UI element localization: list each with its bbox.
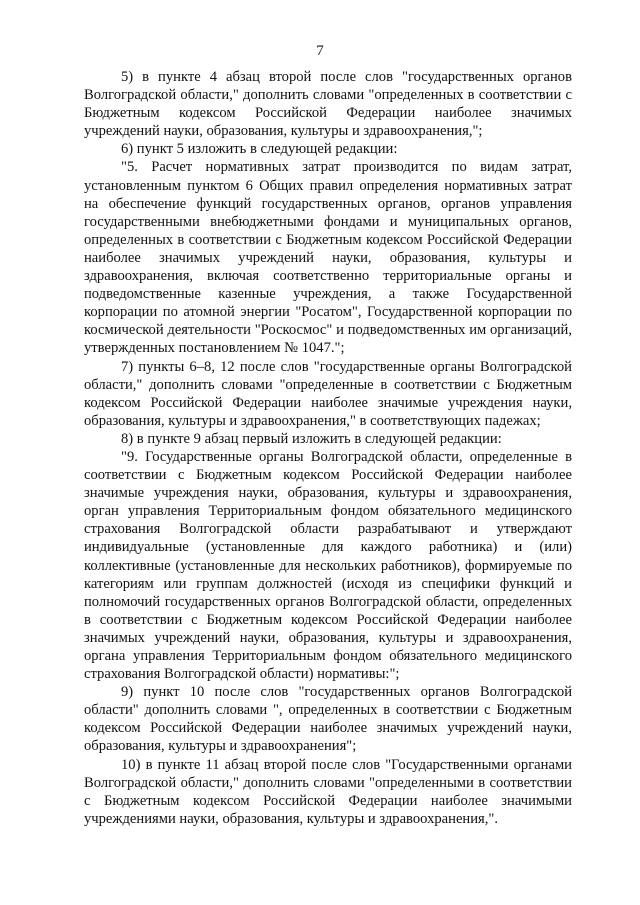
document-body (84, 68, 572, 828)
paragraph-item-5: 5) в пункте 4 абзац второй после слов "государственных органов Волгоградской области," дополнить словами "определенных в соответствии с Бюджетным кодексом Российской Федерации наиболее значимых учреждений науки, образования, культуры и здравоохранения,"; (84, 69, 572, 140)
paragraph-item-8-new-text: "9. Государственные органы Волгоградской области, определенные в соответствии с Бюджетным кодексом Российской Федерации наиболее значимые учреждения науки, образования, культуры и здравоохранения, орган управления Территориальным фондом обязательного медицинского страхования Волгоградской области разрабатывают и утверждают индивидуальные (установленные для каждого работника) и (или) коллективные (установленные для нескольких работников), формируемые по категориям или группам должностей (исходя из специфики функций и полномочий государственных органов Волгоградской области, определенных в соответствии с Бюджетным кодексом Российской Федерации наиболее значимых учреждений науки, образования, культуры и здравоохранения, органа управления Территориальным фондом обязательного медицинского страхования Волгоградской области) нормативы:"; (84, 448, 572, 683)
paragraph-item-10: 10) в пункте 11 абзац второй после слов "Государственными органами Волгоградской области," дополнить словами "определенными в соответствии с Бюджетным кодексом Российской Федерации наиболее значимыми учреждениями науки, образования, культуры и здравоохранения,". (84, 756, 572, 827)
paragraph-item-8: 8) в пункте 9 абзац первый изложить в следующей редакции: (121, 430, 502, 447)
paragraph-item-9: 9) пункт 10 после слов "государственных органов Волгоградской области" дополнить словами ", определенных в соответствии с Бюджетным кодексом Российской Федерации наиболее значимых учреждений науки, образования, культуры и здравоохранения"; (84, 684, 572, 755)
paragraph-item-6-new-text: "5. Расчет нормативных затрат производится по видам затрат, установленным пунктом 6 Общих правил определения нормативных затрат на обеспечение функций государственных органов, органов управления государственными внебюджетными фондами и муниципальных органов, определенных в соответствии с Бюджетным кодексом Российской Федерации наиболее значимых учреждений науки, образования, культуры и здравоохранения, включая соответственно территориальные органы и подведомственные казенные учреждения, а также Государственной корпорации по атомной энергии "Росатом", Государственной корпорации по космической деятельности "Роскосмос" и подведомственных им организаций, утвержденных постановлением № 1047."; (84, 159, 572, 357)
paragraph-item-6: 6) пункт 5 изложить в следующей редакции: (121, 141, 398, 158)
page-number: 7 (316, 43, 324, 59)
paragraph-item-7: 7) пункты 6–8, 12 после слов "государственные органы Волгоградской области," дополнить словами "определенные в соответствии с Бюджетным кодексом Российской Федерации наиболее значимые учреждения науки, образования, культуры и здравоохранения," в соответствующих падежах; (84, 358, 572, 429)
